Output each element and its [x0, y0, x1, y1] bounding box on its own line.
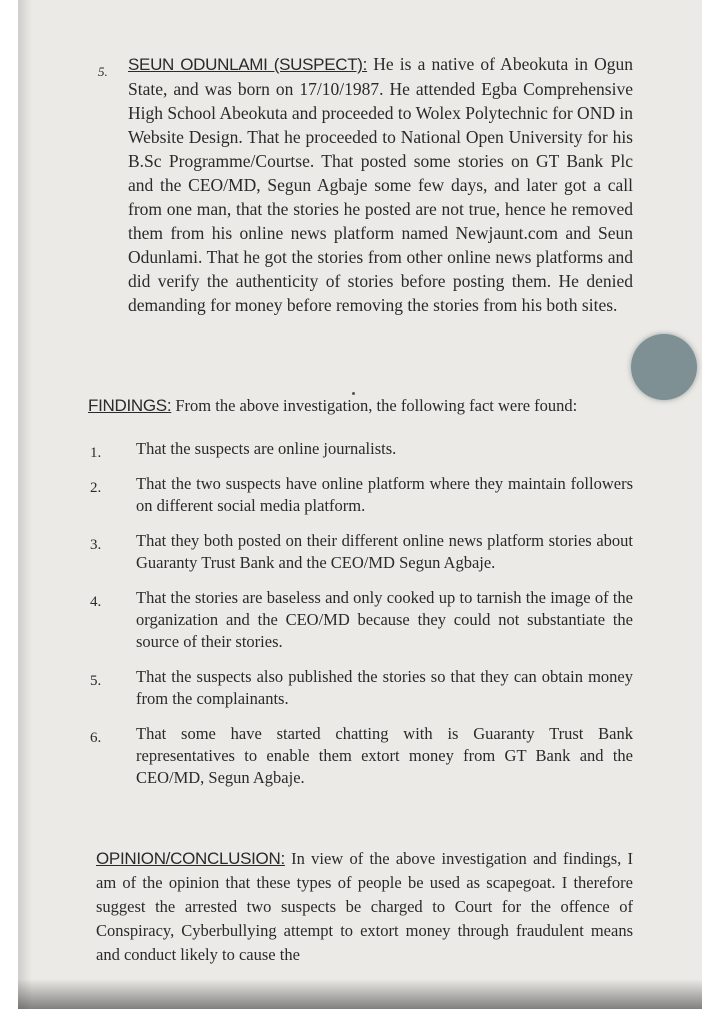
- findings-list: [88, 438, 633, 802]
- opinion-text: In view of the above investigation and findings, I am of the opinion that these types of people be used as scapegoat. I therefore suggest the arrested two suspects be charged to Court for the offence of Conspiracy, Cyberbullying attempt to extort money through fraudulent means and conduct likely to cause the: [96, 849, 633, 964]
- page-edge-shadow: [18, 0, 32, 1009]
- item-text: That the suspects are online journalists.: [136, 439, 397, 458]
- findings-intro-text: From the above investigation, the following fact were found:: [175, 396, 578, 415]
- findings-heading: FINDINGS:: [88, 396, 172, 415]
- list-item: [88, 530, 633, 574]
- item-number: 6.: [90, 730, 102, 746]
- findings-intro: [88, 395, 633, 417]
- opinion-paragraph: [96, 847, 633, 967]
- ink-blot: [631, 334, 697, 400]
- section-number: 5.: [98, 64, 108, 79]
- suspect-heading: SEUN ODUNLAMI (SUSPECT):: [128, 55, 368, 74]
- list-item: [88, 723, 633, 789]
- item-number: 2.: [90, 480, 102, 496]
- list-item: [88, 587, 633, 653]
- item-text: That they both posted on their different online news platform stories about Guaranty Trust Bank and the CEO/MD Segun Agbaje.: [136, 531, 633, 572]
- item-number: 1.: [90, 445, 102, 461]
- item-text: That some have started chatting with is Guaranty Trust Bank representatives to enable them extort money from GT Bank and the CEO/MD, Segun Agbaje.: [136, 724, 633, 787]
- page-bottom-shadow: [18, 979, 702, 1009]
- suspect-paragraph: [128, 52, 633, 317]
- item-text: That the suspects also published the stories so that they can obtain money from the complainants.: [136, 667, 633, 708]
- list-item: [88, 473, 633, 517]
- item-text: That the stories are baseless and only cooked up to tarnish the image of the organization and the CEO/MD because they could not substantiate the source of their stories.: [136, 588, 633, 651]
- item-number: 4.: [90, 594, 102, 610]
- list-item: [88, 666, 633, 710]
- list-item: [88, 438, 633, 460]
- opinion-heading: OPINION/CONCLUSION:: [96, 849, 285, 868]
- item-number: 5.: [90, 673, 102, 689]
- item-text: That the two suspects have online platform where they maintain followers on different social media platform.: [136, 474, 633, 515]
- item-number: 3.: [90, 537, 102, 553]
- document-page: [18, 0, 702, 1009]
- suspect-text: He is a native of Abeokuta in Ogun State, and was born on 17/10/1987. He attended Egba Comprehensive High School Abeokuta and proceeded to Wolex Polytechnic for OND in Website Design. That he proceeded to National Open University for his B.Sc Programme/Courtse. That posted some stories on GT Bank Plc and the CEO/MD, Segun Agbaje some few days, and later got a call from one man, that the stories he posted are not true, hence he removed them from his online news platform named Newjaunt.com and Seun Odunlami. That he got the stories from other online news platforms and did verify the authenticity of stories before posting them. He denied demanding for money before removing the stories from his both sites.: [128, 54, 633, 315]
